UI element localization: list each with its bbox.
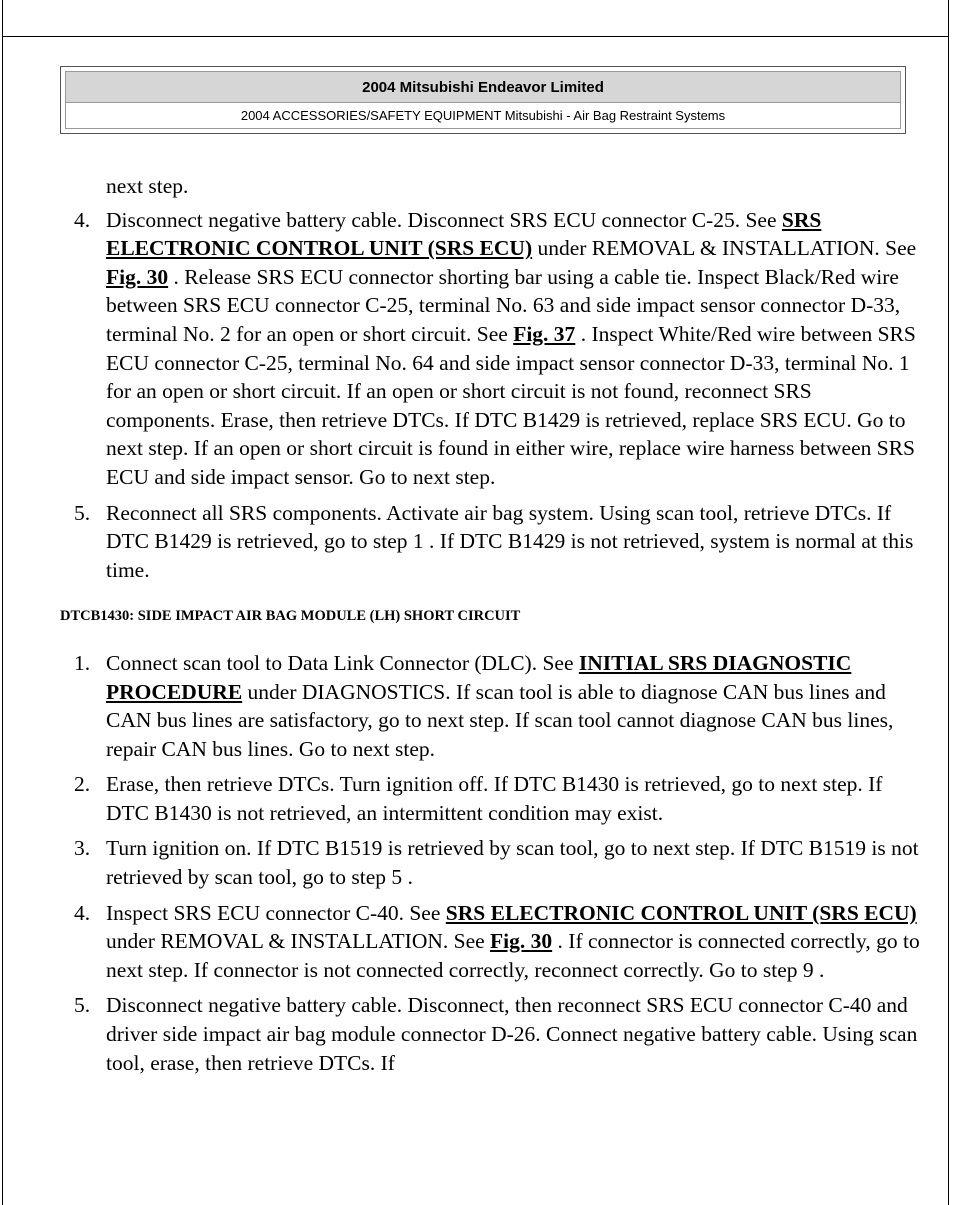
- list-item: [60, 649, 920, 763]
- step-text: . Inspect White/Red wire between SRS ECU connector C-25, terminal No. 64 and side impact sensor connector D-33, terminal No. 1 for an open or short circuit. If an open or short circuit is not found, reconnect SRS components. Erase, then retrieve DTCs. If DTC B1429 is retrieved, replace SRS ECU. Go to next step. If an open or short circuit is found in either wire, replace wire harness between SRS ECU and side impact sensor. Go to next step.: [106, 321, 916, 489]
- initial-srs-diagnostic-link[interactable]: INITIAL SRS DIAGNOSTIC PROCEDURE: [106, 650, 852, 704]
- step-text: Disconnect negative battery cable. Disconnect SRS ECU connector C-25. See: [106, 207, 782, 232]
- step-number: 1.: [74, 650, 91, 675]
- header-subtitle: 2004 ACCESSORIES/SAFETY EQUIPMENT Mitsubishi - Air Bag Restraint Systems: [240, 108, 726, 123]
- step-text: under DIAGNOSTICS. If scan tool is able to diagnose CAN bus lines and CAN bus lines are satisfactory, go to next step. If scan tool cannot diagnose CAN bus lines, repair CAN bus lines. Go to next step.: [106, 679, 894, 761]
- step-text: under REMOVAL & INSTALLATION. See: [106, 929, 491, 954]
- step-list-b1430: [60, 649, 920, 1077]
- page-border-top: [2, 36, 949, 37]
- section-heading: DTCB1430: SIDE IMPACT AIR BAG MODULE (LH) SHORT CIRCUIT: [60, 608, 521, 625]
- step-text: under REMOVAL & INSTALLATION. See: [532, 236, 917, 261]
- page-border-right: [948, 0, 949, 1205]
- fig-30-link[interactable]: Fig. 30: [106, 264, 169, 289]
- step-number: 5.: [74, 993, 91, 1018]
- list-item: [60, 499, 920, 585]
- step-number: 4.: [74, 900, 91, 925]
- list-item: [60, 770, 920, 827]
- step-text: Erase, then retrieve DTCs. Turn ignition off. If DTC B1430 is retrieved, go to next step. If DTC B1430 is not retrieved, an intermittent condition may exist.: [106, 772, 883, 825]
- srs-ecu-link[interactable]: SRS ELECTRONIC CONTROL UNIT (SRS ECU): [106, 207, 822, 261]
- step-text: Disconnect negative battery cable. Disconnect, then reconnect SRS ECU connector C-40 and driver side impact air bag module connector D-26. Connect negative battery cable. Using scan tool, erase, then retrieve DTCs. If: [106, 993, 918, 1075]
- document-body: [60, 172, 920, 1084]
- step-number: 4.: [74, 207, 91, 232]
- srs-ecu-link[interactable]: SRS ELECTRONIC CONTROL UNIT (SRS ECU): [445, 900, 917, 925]
- step-number: 5.: [74, 500, 91, 525]
- fig-37-link[interactable]: Fig. 37: [513, 321, 576, 346]
- step-text: . If connector is connected correctly, go to next step. If connector is not connected correctly, reconnect correctly. Go to step 9 .: [106, 929, 920, 982]
- document-header: [60, 66, 906, 134]
- list-item: [60, 206, 920, 492]
- step-number: 3.: [74, 836, 91, 861]
- step-list-b1429: [60, 206, 920, 585]
- document-header-inner: [65, 71, 901, 129]
- step-text: Inspect SRS ECU connector C-40. See: [106, 900, 446, 925]
- step-text: Reconnect all SRS components. Activate air bag system. Using scan tool, retrieve DTCs. If DTC B1429 is retrieved, go to step 1 . If DTC B1429 is not retrieved, system is normal at this time.: [106, 500, 914, 582]
- continued-text: next step.: [106, 174, 189, 198]
- list-item: [60, 899, 920, 985]
- list-item: [60, 991, 920, 1077]
- step-text: . Release SRS ECU connector shorting bar using a cable tie. Inspect Black/Red wire between SRS ECU connector C-25, terminal No. 63 and side impact sensor connector D-33, terminal No. 2 for an open or short circuit. See: [106, 264, 901, 346]
- step-number: 2.: [74, 772, 91, 797]
- list-item: [60, 834, 920, 891]
- step-text: Connect scan tool to Data Link Connector (DLC). See: [106, 650, 579, 675]
- header-title: 2004 Mitsubishi Endeavor Limited: [66, 72, 900, 103]
- fig-30-link[interactable]: Fig. 30: [490, 929, 553, 954]
- step-text: Turn ignition on. If DTC B1519 is retrieved by scan tool, go to next step. If DTC B1519 is not retrieved by scan tool, go to step 5 .: [106, 836, 919, 890]
- page-border-left: [2, 0, 3, 1205]
